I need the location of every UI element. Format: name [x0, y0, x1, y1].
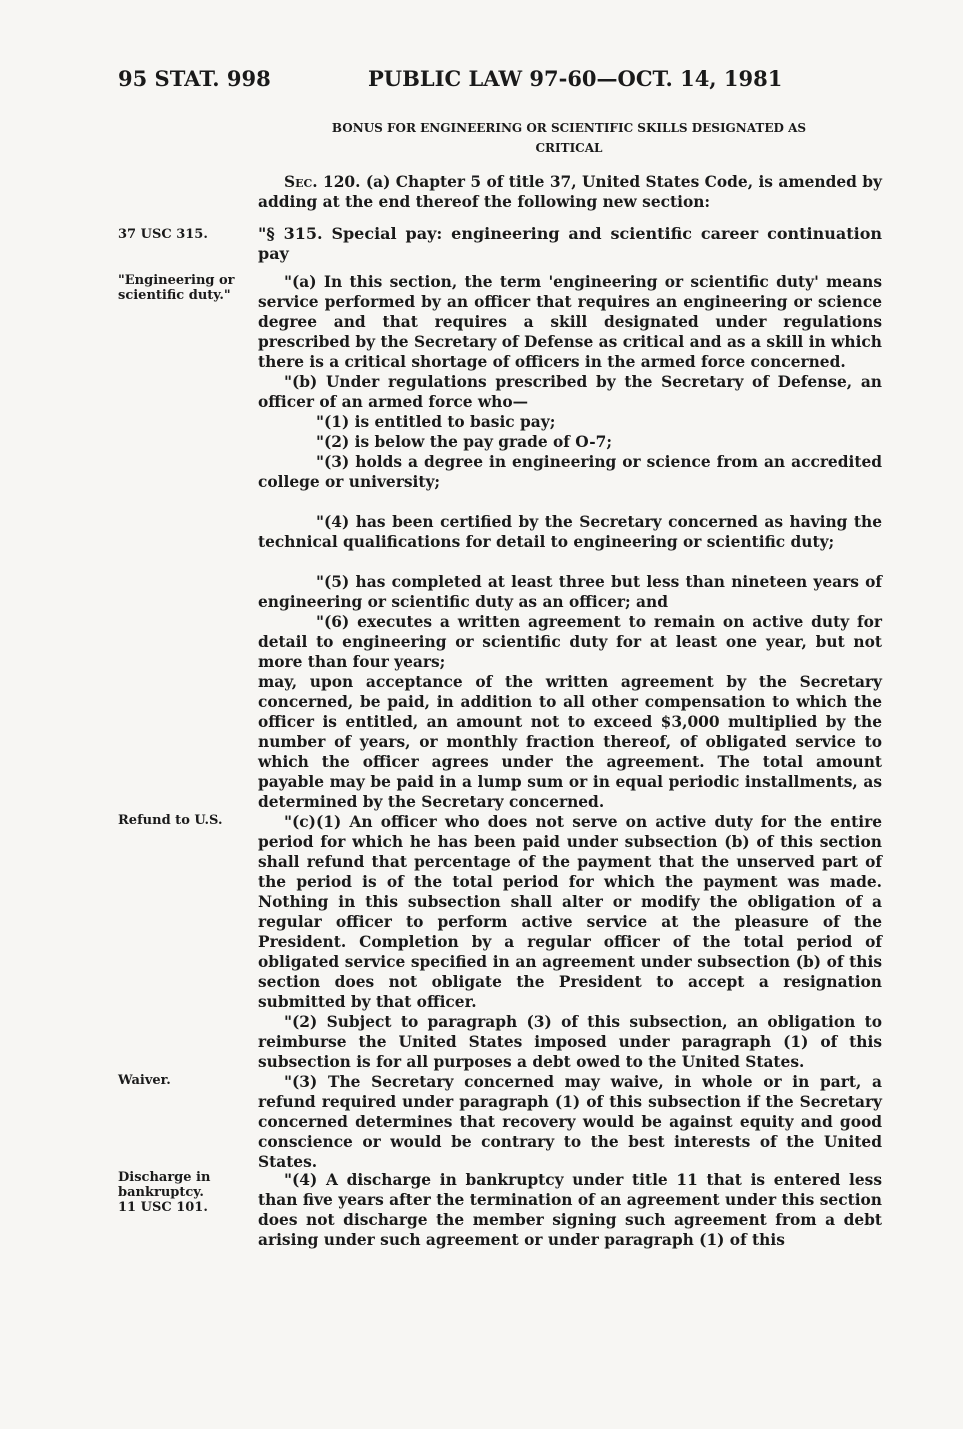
margin-note-discharge-line1: Discharge in — [118, 1170, 211, 1185]
paragraph-b-tail: may, upon acceptance of the written agreement by the Secretary concerned, be paid, in addition to all other compensation to which the officer is entitled, an amount not to exceed $3,000 multiplied by the number of years, or monthly fraction thereof, of obligated service to which the officer agrees under the agreement. The total amount payable may be paid in a lump sum or in equal periodic installments, as determined by the Secretary concerned. — [258, 673, 882, 811]
margin-note-engineering-line1: "Engineering or — [118, 273, 235, 288]
section-title: "§ 315. Special pay: engineering and scientific career continuation pay — [258, 224, 882, 263]
item-2: "(2) is below the pay grade of O-7; — [316, 433, 613, 451]
sec-label: Sec. — [284, 173, 318, 191]
section-intro — [258, 172, 882, 212]
item-4-text: "(4) has been certified by the Secretary concerned as having the technical qualifications for detail to engineering or scientific duty; — [258, 513, 882, 551]
margin-note-discharge-line3: 11 USC 101. — [118, 1200, 208, 1215]
sec-intro-text: 120. (a) Chapter 5 of title 37, United States Code, is amended by adding at the end thereof the following new section: — [258, 173, 882, 211]
margin-note-usc: 37 USC 315. — [118, 227, 208, 242]
item-5-text: "(5) has completed at least three but less than nineteen years of engineering or scientific duty as an officer; and — [258, 573, 882, 611]
item-4 — [258, 512, 882, 552]
paragraph-c2: "(2) Subject to paragraph (3) of this subsection, an obligation to reimburse the United States imposed under paragraph (1) of this subsection is for all purposes a debt owed to the United States. — [258, 1013, 882, 1071]
paragraph-c1: "(c)(1) An officer who does not serve on active duty for the entire period for which he has been paid under subsection (b) of this section shall refund that percentage of the payment that the unserved part of the period is of the total period for which the payment was made. Nothing in this subsection shall alter or modify the obligation of a regular officer to perform active service at the pleasure of the President. Completion by a regular officer of the total period of obligated service specified in an agreement under subsection (b) of this section does not obligate the President to accept a resignation submitted by that officer. — [258, 813, 882, 1011]
paragraph-a: "(a) In this section, the term 'engineering or scientific duty' means service performed by an officer that requires an engineering or science degree and that requires a skill designated under regulations prescribed by the Secretary of Defense as critical and as a skill in which there is a critical shortage of officers in the armed force concerned. — [258, 273, 882, 371]
item-3-text: "(3) holds a degree in engineering or science from an accredited college or university; — [258, 453, 882, 491]
public-law-title: PUBLIC LAW 97-60—OCT. 14, 1981 — [368, 66, 783, 91]
margin-note-waiver: Waiver. — [118, 1073, 171, 1088]
paragraph-b: "(b) Under regulations prescribed by the Secretary of Defense, an officer of an armed force who— — [258, 373, 882, 411]
paragraph-c4: "(4) A discharge in bankruptcy under title 11 that is entered less than five years after the termination of an agreement under this section does not discharge the member signing such agreement from a debt arising under such agreement or under paragraph (1) of this — [258, 1171, 882, 1249]
margin-note-engineering — [118, 273, 246, 303]
margin-note-discharge — [118, 1170, 246, 1215]
section-heading — [258, 118, 880, 158]
item-6-text: "(6) executes a written agreement to remain on active duty for detail to engineering or scientific duty for at least one year, but not more than four years; — [258, 613, 882, 671]
item-3 — [258, 452, 882, 492]
item-5 — [258, 572, 882, 612]
item-6 — [258, 612, 882, 672]
margin-note-engineering-line2: scientific duty." — [118, 288, 231, 303]
page-header — [118, 66, 878, 98]
section-heading-line1: BONUS FOR ENGINEERING OR SCIENTIFIC SKILLS DESIGNATED AS — [331, 121, 807, 135]
margin-note-refund: Refund to U.S. — [118, 813, 223, 828]
stat-page-number: 95 STAT. 998 — [118, 66, 271, 91]
item-1: "(1) is entitled to basic pay; — [316, 413, 556, 431]
paragraph-c3: "(3) The Secretary concerned may waive, in whole or in part, a refund required under paragraph (1) of this subsection if the Secretary concerned determines that recovery would be against equity and good conscience or would be contrary to the best interests of the United States. — [258, 1073, 882, 1171]
section-heading-line2: CRITICAL — [535, 141, 603, 155]
margin-note-discharge-line2: bankruptcy. — [118, 1185, 204, 1200]
